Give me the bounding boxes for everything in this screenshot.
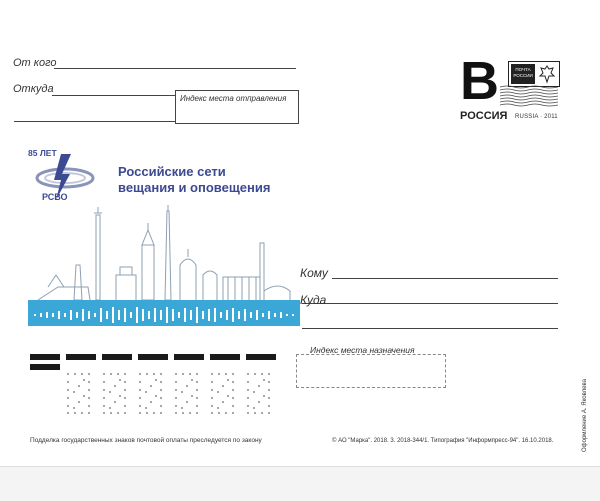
- index-bar: [174, 354, 204, 360]
- imprint-text: © АО "Марка". 2018. 3. 2018-344/1. Типография "Информпресс-94". 16.10.2018.: [332, 438, 554, 444]
- dest-index-label: Индекс места назначения: [310, 345, 415, 355]
- where-line: [302, 328, 558, 329]
- logo-abbr: РСВО: [42, 192, 68, 202]
- sender-index-box: [175, 90, 299, 124]
- post-line1: ПОЧТА: [515, 67, 531, 72]
- index-bar: [246, 354, 276, 360]
- forgery-warning: Подделка государственных знаков почтовой оплаты преследуется по закону: [30, 437, 262, 444]
- postage-stamp: [460, 51, 560, 123]
- anniversary-text: 85 ЛЕТ: [28, 148, 57, 158]
- address-line-2: [14, 121, 176, 122]
- index-bar: [66, 354, 96, 360]
- to-line: [332, 278, 558, 279]
- postal-index-grid: [28, 352, 280, 418]
- index-bar: [210, 354, 240, 360]
- stamp-country-en: RUSSIA · 2011: [515, 114, 558, 120]
- dest-index-box: [296, 354, 446, 388]
- sender-index-label: Индекс места отправления: [180, 94, 287, 103]
- index-bar: [30, 364, 60, 370]
- address-line: [52, 95, 176, 96]
- scan-background: [0, 466, 600, 501]
- where-label: Куда: [300, 293, 327, 307]
- index-bar: [138, 354, 168, 360]
- index-bar: [30, 354, 60, 360]
- index-digit-templates: [64, 372, 280, 416]
- stamp-letter: В: [460, 51, 499, 111]
- to-label: Кому: [300, 266, 328, 280]
- to-line-2: [302, 303, 558, 304]
- cityscape-illustration: [28, 205, 300, 333]
- russian-post-logo: [508, 61, 560, 87]
- logo-title-line1: Российские сети: [118, 164, 226, 179]
- designer-credit: Оформление А. Яковлева: [582, 379, 588, 452]
- eagle-emblem-icon: [538, 64, 556, 84]
- wavy-lines-icon: [500, 85, 558, 107]
- from-label: От кого: [13, 57, 57, 69]
- post-line2: РОССИИ: [513, 73, 533, 78]
- address-label: Откуда: [13, 83, 54, 95]
- from-line: [54, 68, 296, 69]
- logo-title-line2: вещания и оповещения: [118, 180, 271, 195]
- index-bar: [102, 354, 132, 360]
- rsvo-logo: [28, 148, 98, 208]
- stamp-country: РОССИЯ: [460, 110, 508, 122]
